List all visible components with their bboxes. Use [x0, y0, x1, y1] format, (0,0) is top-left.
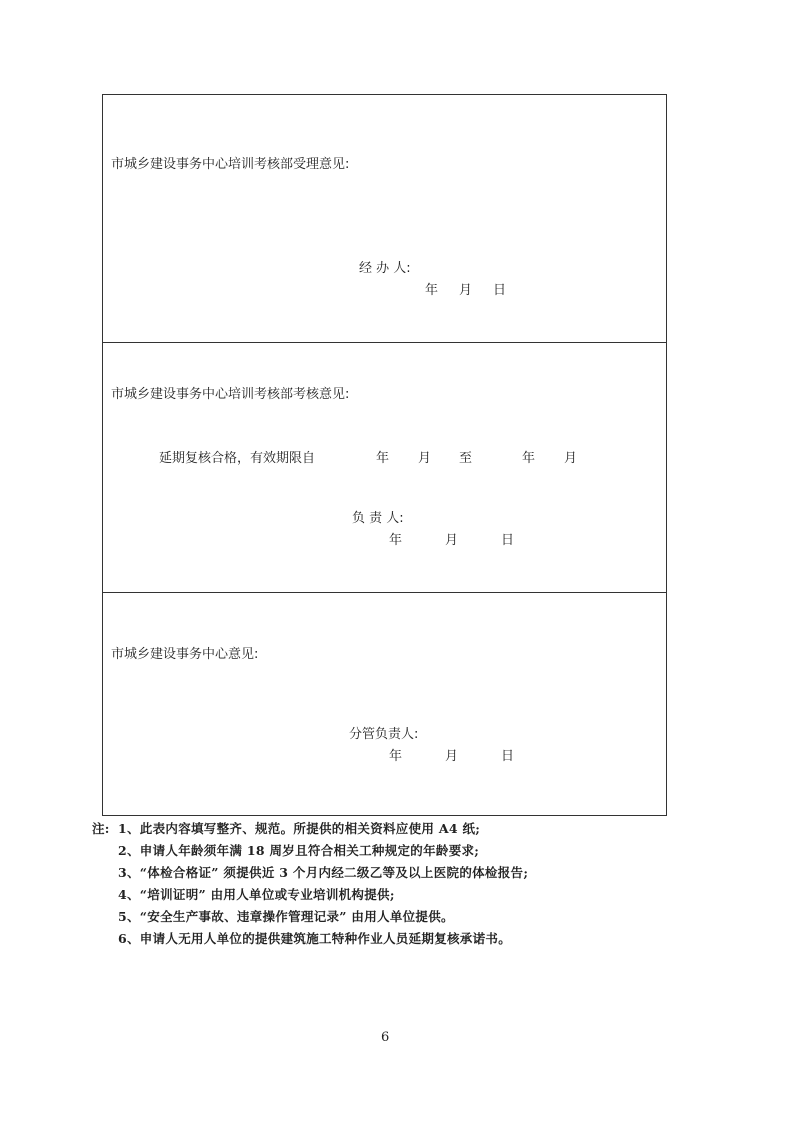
validity-to-label: 至 [459, 451, 473, 466]
center-opinion-label: 市城乡建设事务中心意见: [111, 647, 259, 662]
assessment-opinion-label: 市城乡建设事务中心培训考核部考核意见: [111, 387, 350, 402]
handler-signature-label: 经 办 人: [359, 261, 411, 276]
note-item: 2、申请人年龄须年满 18 周岁且符合相关工种规定的年龄要求; [118, 843, 480, 858]
date-month-label: 月 [445, 749, 459, 764]
validity-to-month-label: 月 [564, 451, 578, 466]
date-day-label: 日 [501, 749, 515, 764]
notes-prefix: 注: [92, 821, 110, 836]
review-opinion-table [102, 94, 667, 816]
page-number: 6 [381, 1030, 390, 1045]
date-year-label: 年 [389, 749, 403, 764]
date-day-label: 日 [493, 283, 507, 298]
deputy-leader-label: 分管负责人: [349, 727, 419, 742]
note-item: 4、“培训证明” 由用人单位或专业培训机构提供; [118, 887, 395, 902]
date-month-label: 月 [459, 283, 473, 298]
validity-prefix-text: 延期复核合格，有效期限自 [159, 451, 316, 466]
validity-from-year-label: 年 [376, 451, 390, 466]
date-year-label: 年 [389, 533, 403, 548]
note-item: 6、申请人无用人单位的提供建筑施工特种作业人员延期复核承诺书。 [118, 931, 511, 946]
responsible-person-label: 负 责 人: [352, 511, 404, 526]
acceptance-opinion-label: 市城乡建设事务中心培训考核部受理意见: [111, 157, 350, 172]
acceptance-opinion-section [103, 95, 666, 343]
date-month-label: 月 [445, 533, 459, 548]
note-item: 5、“安全生产事故、违章操作管理记录” 由用人单位提供。 [118, 909, 454, 924]
note-item: 1、此表内容填写整齐、规范。所提供的相关资料应使用 A4 纸; [118, 821, 481, 836]
date-day-label: 日 [501, 533, 515, 548]
date-year-label: 年 [425, 283, 439, 298]
validity-from-month-label: 月 [418, 451, 432, 466]
assessment-opinion-section [103, 343, 666, 593]
validity-to-year-label: 年 [522, 451, 536, 466]
center-opinion-section [103, 593, 666, 815]
note-item: 3、“体检合格证” 须提供近 3 个月内经二级乙等及以上医院的体检报告; [118, 865, 529, 880]
